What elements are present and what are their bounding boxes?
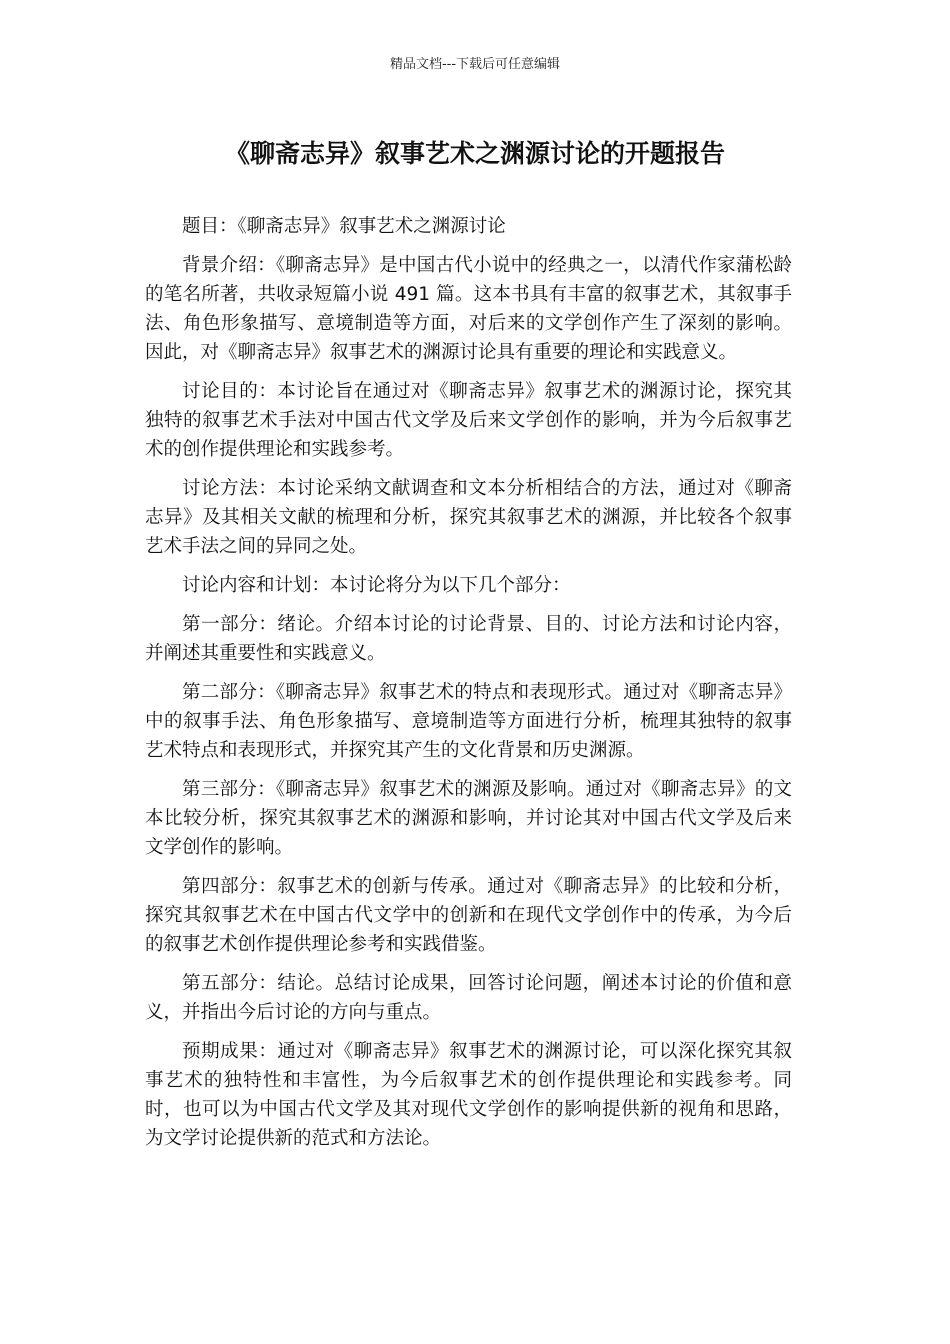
paragraph-method: 讨论方法：本讨论采纳文献调查和文本分析相结合的方法，通过对《聊斋志异》及其相关文献的梳理和分析，探究其叙事艺术的渊源，并比较各个叙事艺术手法之间的异同之处。 bbox=[145, 478, 792, 557]
paragraph-part-four: 第四部分：叙事艺术的创新与传承。通过对《聊斋志异》的比较和分析，探究其叙事艺术在中国古代文学中的创新和在现代文学创作中的传承，为今后的叙事艺术创作提供理论参考和实践借鉴。 bbox=[145, 876, 792, 955]
paragraph-part-two: 第二部分：《聊斋志异》叙事艺术的特点和表现形式。通过对《聊斋志异》中的叙事手法、角色形象描写、意境制造等方面进行分析，梳理其独特的叙事艺术特点和表现形式，并探究其产生的文化背景和历史渊源。 bbox=[145, 682, 792, 761]
document-body bbox=[145, 212, 792, 1163]
paragraph-purpose: 讨论目的：本讨论旨在通过对《聊斋志异》叙事艺术的渊源讨论，探究其独特的叙事艺术手法对中国古代文学及后来文学创作的影响，并为今后叙事艺术的创作提供理论和实践参考。 bbox=[145, 381, 792, 460]
paragraph-topic: 题目：《聊斋志异》叙事艺术之渊源讨论 bbox=[182, 216, 506, 237]
paragraph-part-one: 第一部分：绪论。介绍本讨论的讨论背景、目的、讨论方法和讨论内容，并阐述其重要性和实践意义。 bbox=[145, 614, 792, 664]
page-header: 精品文档---下载后可任意编辑 bbox=[389, 57, 561, 72]
paragraph-background: 背景介绍：《聊斋志异》是中国古代小说中的经典之一，以清代作家蒲松龄的笔名所著，共收录短篇小说 491 篇。这本书具有丰富的叙事艺术，其叙事手法、角色形象描写、意境制造等方面，对后来的文学创作产生了深刻的影响。因此，对《聊斋志异》叙事艺术的渊源讨论具有重要的理论和实践意义。 bbox=[145, 255, 792, 363]
paragraph-expected-results: 预期成果：通过对《聊斋志异》叙事艺术的渊源讨论，可以深化探究其叙事艺术的独特性和丰富性，为今后叙事艺术的创作提供理论和实践参考。同时，也可以为中国古代文学及其对现代文学创作的影响提供新的视角和思路，为文学讨论提供新的范式和方法论。 bbox=[145, 1041, 792, 1149]
paragraph-part-three: 第三部分：《聊斋志异》叙事艺术的渊源及影响。通过对《聊斋志异》的文本比较分析，探究其叙事艺术的渊源和影响，并讨论其对中国古代文学及后来文学创作的影响。 bbox=[145, 779, 792, 858]
paragraph-part-five: 第五部分：结论。总结讨论成果，回答讨论问题，阐述本讨论的价值和意义，并指出今后讨论的方向与重点。 bbox=[145, 973, 792, 1023]
paragraph-content-plan: 讨论内容和计划：本讨论将分为以下几个部分： bbox=[182, 575, 571, 596]
document-title: 《聊斋志异》叙事艺术之渊源讨论的开题报告 bbox=[224, 139, 725, 168]
